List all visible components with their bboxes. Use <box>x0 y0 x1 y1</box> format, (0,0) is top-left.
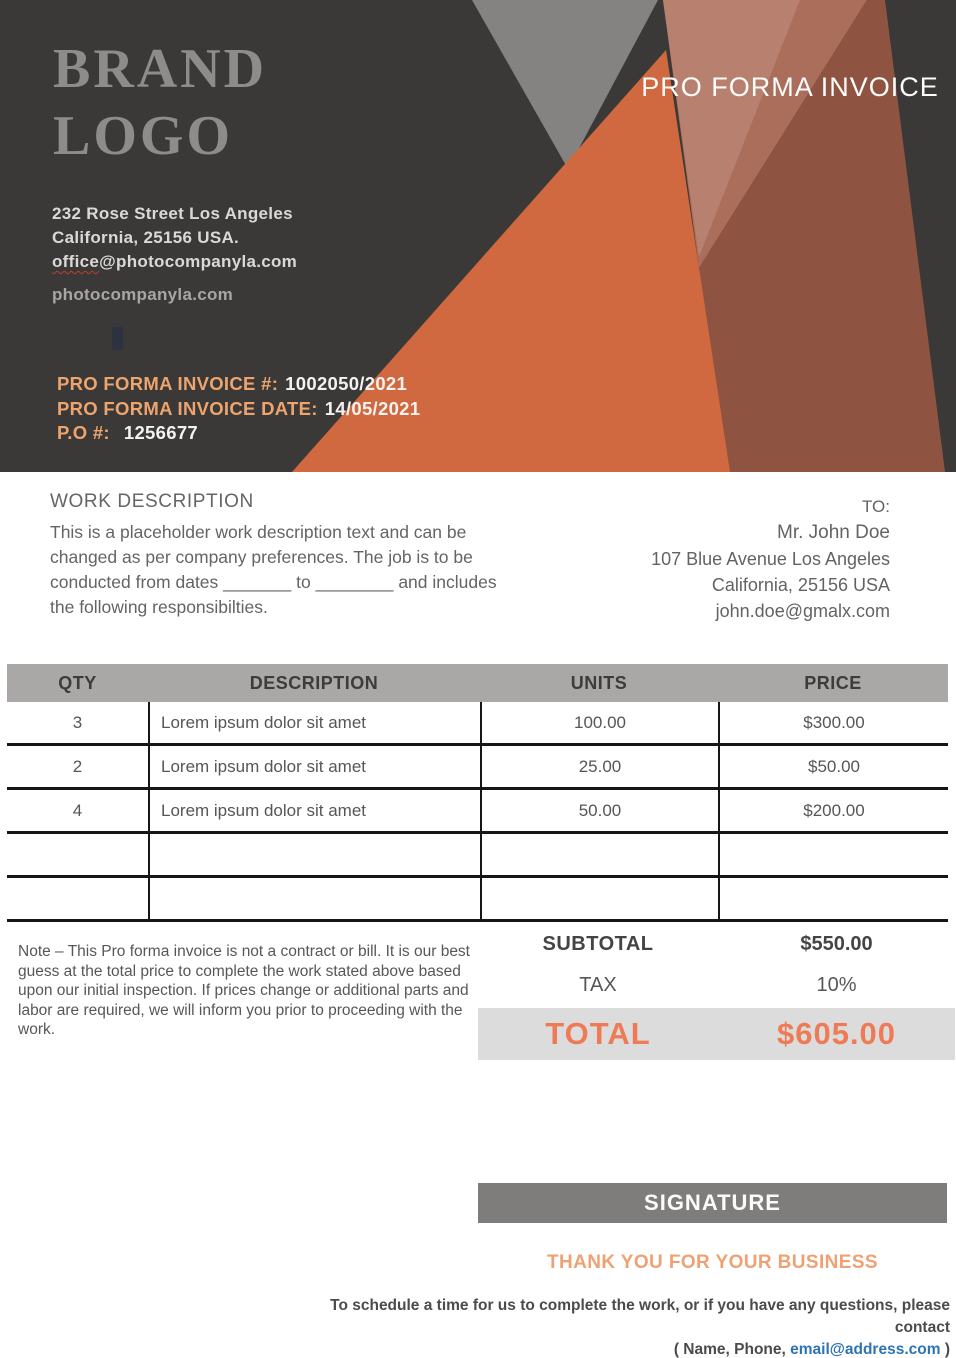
table-row <box>7 790 948 834</box>
footer-line2 <box>290 1339 950 1358</box>
thank-you-message: THANK YOU FOR YOUR BUSINESS <box>546 1252 879 1273</box>
invoice-meta <box>57 372 420 446</box>
table-cell: 50.00 <box>480 790 718 831</box>
footer-contact <box>290 1295 950 1358</box>
brand-logo <box>53 36 267 170</box>
brand-logo-line1: BRAND <box>53 38 268 100</box>
column-header-price: PRICE <box>804 672 862 693</box>
total-row <box>478 1008 955 1060</box>
table-cell: $50.00 <box>718 746 948 787</box>
header-banner <box>0 0 956 472</box>
invoice-number-row <box>57 372 420 397</box>
work-description-text: This is a placeholder work description text and can be changed as per company preferences. The job is to be conducted from dates _______ to ________ and includes the following responsibilties. <box>50 522 497 617</box>
table-cell: Lorem ipsum dolor sit amet <box>148 702 480 743</box>
contact-close-paren: ) <box>944 1341 950 1358</box>
table-cell <box>148 878 480 919</box>
company-website: photocompanyla.com <box>52 285 234 304</box>
document-title: PRO FORMA INVOICE <box>641 72 939 102</box>
table-cell <box>7 834 148 875</box>
total-value: $605.00 <box>776 1016 897 1051</box>
table-cell: 100.00 <box>480 702 718 743</box>
company-email-domain: @photocompanyla.com <box>99 252 298 271</box>
footer-line1: To schedule a time for us to complete the work, or if you have any questions, please contact <box>330 1297 950 1336</box>
company-address-line2: California, 25156 USA. <box>52 228 240 247</box>
table-cell <box>718 878 948 919</box>
bill-to-name: Mr. John Doe <box>777 522 890 543</box>
signature-label: SIGNATURE <box>644 1190 781 1215</box>
table-row <box>7 878 948 922</box>
po-number-value: 1256677 <box>123 422 198 443</box>
table-cell: $200.00 <box>718 790 948 831</box>
table-row <box>7 702 948 746</box>
table-cell: 4 <box>72 800 83 820</box>
table-row <box>7 834 948 878</box>
accent-bar <box>112 327 123 350</box>
table-cell: Lorem ipsum dolor sit amet <box>148 790 480 831</box>
invoice-date-label: PRO FORMA INVOICE DATE: <box>57 397 318 419</box>
po-number-label: P.O #: <box>57 422 110 443</box>
column-header-qty: QTY <box>58 672 97 693</box>
table-cell: Lorem ipsum dolor sit amet <box>148 746 480 787</box>
contact-name-link[interactable]: ( Name, <box>673 1341 730 1358</box>
note-text: Note – This Pro forma invoice is not a contract or bill. It is our best guess at the total price to complete the work stated above based upon our initial inspection. If prices change or additional parts and labor are required, we will inform you prior to proceeding with the work. <box>18 943 470 1038</box>
table-cell: 2 <box>72 756 83 776</box>
signature-bar <box>478 1183 947 1223</box>
subtotal-value: $550.00 <box>800 932 873 955</box>
company-address <box>52 202 297 274</box>
po-number-row <box>57 421 420 446</box>
summary-section <box>478 926 955 1060</box>
bill-to-section <box>651 494 890 624</box>
company-email-user: office <box>52 252 100 271</box>
table-cell <box>480 834 718 875</box>
total-label: TOTAL <box>545 1016 651 1051</box>
table-cell: 25.00 <box>480 746 718 787</box>
bill-to-label: TO: <box>861 497 890 516</box>
tax-label: TAX <box>579 973 617 996</box>
work-description-heading: WORK DESCRIPTION <box>50 491 254 512</box>
items-table-body <box>7 702 948 922</box>
table-cell <box>7 878 148 919</box>
invoice-number-value: 1002050/2021 <box>285 373 408 394</box>
table-cell <box>718 834 948 875</box>
invoice-date-value: 14/05/2021 <box>324 397 421 419</box>
invoice-number-label: PRO FORMA INVOICE #: <box>57 373 279 394</box>
table-cell: 3 <box>72 712 83 732</box>
table-row <box>7 746 948 790</box>
subtotal-label: SUBTOTAL <box>542 932 654 955</box>
contact-email-link[interactable]: email@address.com <box>790 1341 941 1358</box>
company-address-line1: 232 Rose Street Los Angeles <box>52 204 293 223</box>
subtotal-row <box>478 926 955 962</box>
work-description-section <box>50 491 512 620</box>
tax-value: 10% <box>816 973 857 996</box>
bill-to-address-line2: California, 25156 USA <box>711 575 890 595</box>
column-header-description: DESCRIPTION <box>249 672 379 693</box>
company-email <box>52 250 297 274</box>
table-cell <box>148 834 480 875</box>
bill-to-email: john.doe@gmalx.com <box>715 601 890 621</box>
invoice-date-row <box>57 397 420 422</box>
brand-logo-line2: LOGO <box>53 105 234 167</box>
column-header-units: UNITS <box>570 672 628 693</box>
bill-to-address-line1: 107 Blue Avenue Los Angeles <box>651 549 890 569</box>
contact-phone-text: Phone, <box>734 1341 786 1358</box>
items-table-header <box>7 664 948 702</box>
table-cell <box>480 878 718 919</box>
tax-row <box>478 962 955 1008</box>
table-cell: $300.00 <box>718 702 948 743</box>
items-table <box>7 664 948 922</box>
